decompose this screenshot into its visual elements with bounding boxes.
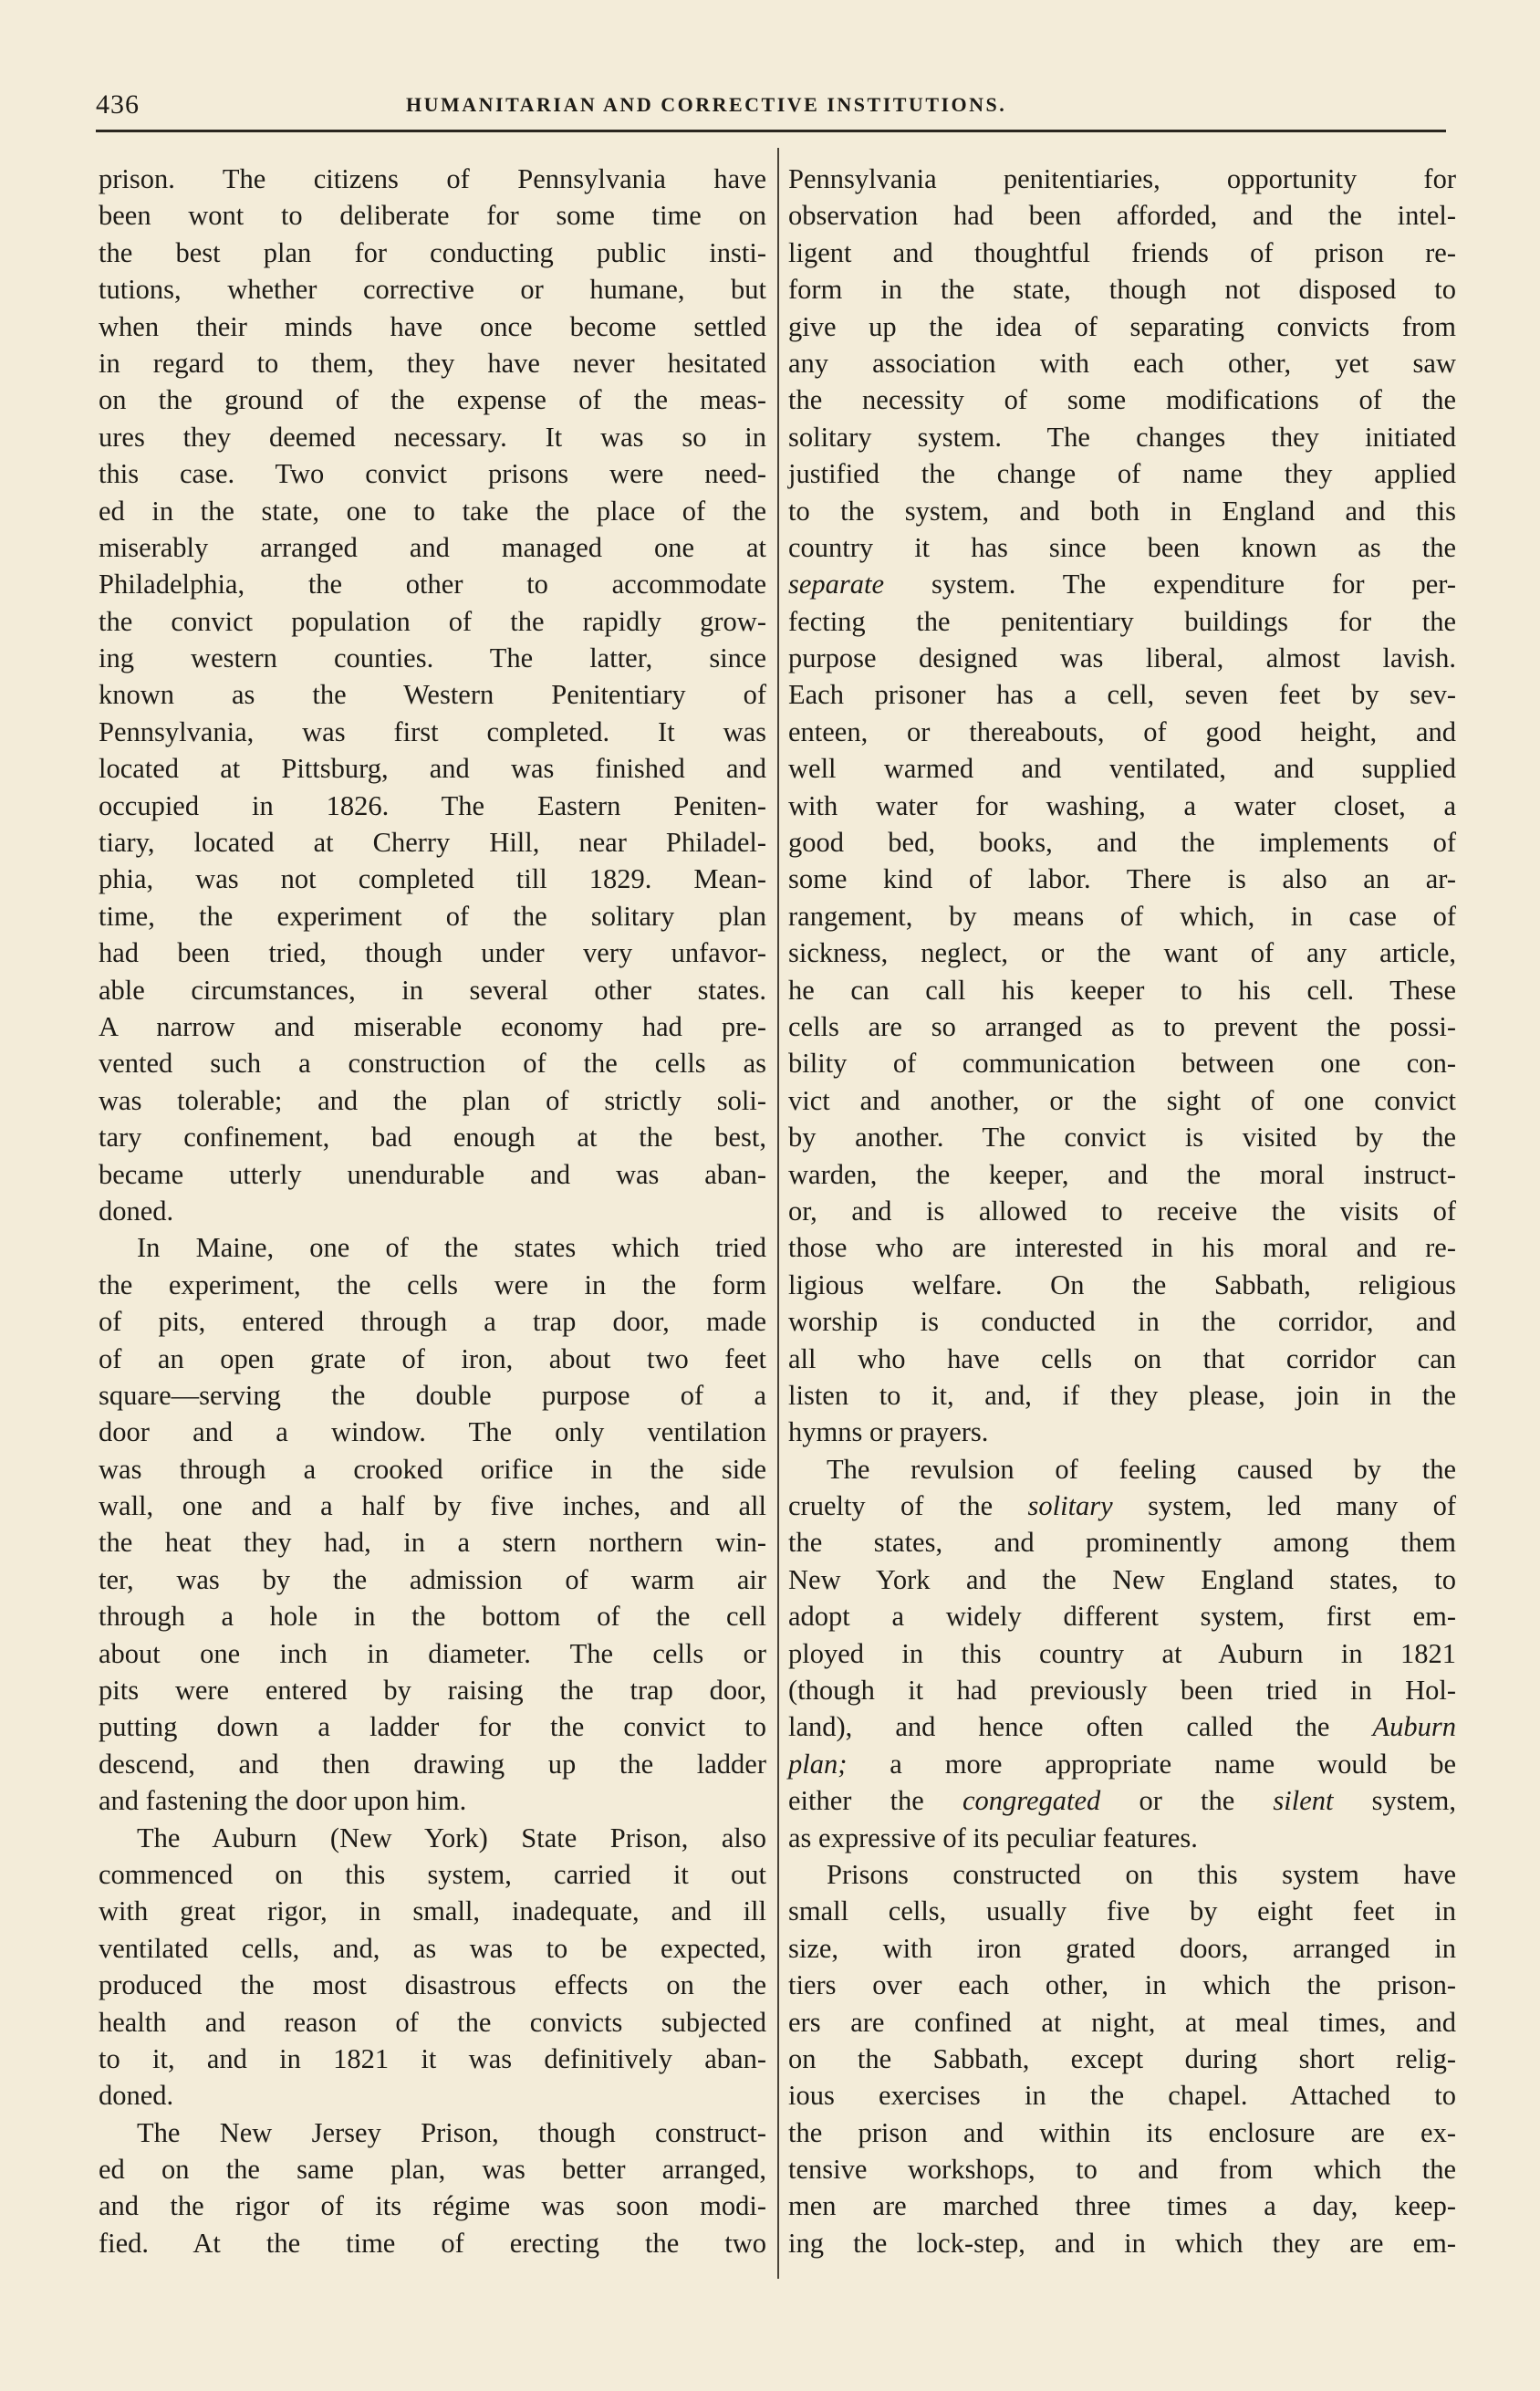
text-line: Each prisoner has a cell, seven feet by sev- [788,679,1456,711]
text-line: men are marched three times a day, keep- [788,2190,1456,2222]
text-segment: a more appropriate name would be [847,1748,1456,1780]
text-segment: system, led many of [1112,1490,1456,1522]
text-line: ligent and thoughtful friends of prison re- [788,236,1456,268]
italic-term: silent [1273,1785,1334,1817]
text-line: Philadelphia, the other to accommodate [99,569,766,600]
text-line [788,1782,1456,1819]
text-line: The New Jersey Prison, though construct- [137,2116,766,2148]
text-line: tutions, whether corrective or humane, but [99,274,766,306]
text-line: any association with each other, yet saw [788,347,1456,379]
text-line: to it, and in 1821 it was definitively aban- [99,2042,766,2074]
text-line: the states, and prominently among them [788,1527,1456,1559]
text-line: he can call his keeper to his cell. These [788,974,1456,1006]
text-line: door and a window. The only ventilation [99,1416,766,1448]
italic-term: congregated [962,1785,1101,1817]
column-divider [777,148,779,2279]
text-line: worship is conducted in the corridor, and [788,1306,1456,1338]
text-line: the prison and within its enclosure are ex- [788,2116,1456,2148]
text-line: descend, and then drawing up the ladder [99,1748,766,1780]
text-line: prison. The citizens of Pennsylvania have [99,163,766,194]
text-line: miserably arranged and managed one at [99,531,766,563]
text-line: Pennsylvania, was first completed. It was [99,715,766,747]
text-line: ious exercises in the chapel. Attached to [788,2080,1456,2112]
italic-term: separate [788,569,885,600]
text-line: ed on the same plan, was better arranged, [99,2154,766,2186]
page-number: 436 [96,89,140,120]
italic-term: solitary [1027,1490,1113,1522]
text-line: New York and the New England states, to [788,1563,1456,1595]
text-line: rangement, by means of which, in case of [788,900,1456,932]
text-line: the heat they had, in a stern northern win- [99,1527,766,1559]
text-line: tary confinement, bad enough at the best, [99,1122,766,1154]
text-line: hymns or prayers. [788,1416,989,1448]
text-line: phia, was not completed till 1829. Mean- [99,863,766,895]
text-line: country it has since been known as the [788,531,1456,563]
text-segment: or the [1100,1785,1274,1817]
text-line: this case. Two convict prisons were need- [99,458,766,490]
text-line: good bed, books, and the implements of [788,827,1456,859]
text-line: pits were entered by raising the trap door, [99,1675,766,1707]
text-line: produced the most disastrous effects on the [99,1969,766,2001]
text-line: ployed in this country at Auburn in 1821 [788,1637,1456,1669]
running-head: HUMANITARIAN AND CORRECTIVE INSTITUTIONS. [406,93,1007,116]
text-line: observation had been afforded, and the intel- [788,200,1456,232]
text-line: on the Sabbath, except during short relig- [788,2042,1456,2074]
text-line: Prisons constructed on this system have [827,1858,1456,1890]
text-line: In Maine, one of the states which tried [137,1232,766,1264]
text-line: solitary system. The changes they initiated [788,421,1456,453]
text-segment: cruelty of the [788,1490,1028,1522]
text-line: or, and is allowed to receive the visits of [788,1195,1456,1227]
text-line: and the rigor of its régime was soon modi- [99,2190,766,2222]
text-line: ligious welfare. On the Sabbath, religious [788,1269,1456,1300]
text-line: square—serving the double purpose of a [99,1379,766,1411]
text-line: about one inch in diameter. The cells or [99,1637,766,1669]
text-line: putting down a ladder for the convict to [99,1711,766,1743]
text-line: enteen, or thereabouts, of good height, and [788,715,1456,747]
text-line [788,566,1456,602]
text-line: bility of communication between one con- [788,1048,1456,1080]
text-line: to the system, and both in England and this [788,495,1456,527]
text-line: vict and another, or the sight of one convict [788,1084,1456,1116]
text-line: ing western counties. The latter, since [99,642,766,674]
text-line: been wont to deliberate for some time on [99,200,766,232]
text-line: of pits, entered through a trap door, made [99,1306,766,1338]
text-line: occupied in 1826. The Eastern Peniten- [99,789,766,821]
text-line: fecting the penitentiary buildings for the [788,605,1456,637]
text-line: on the ground of the expense of the meas- [99,384,766,416]
text-line: well warmed and ventilated, and supplied [788,753,1456,785]
text-line: when their minds have once become settled [99,310,766,342]
italic-term: Auburn [1372,1711,1456,1743]
text-line: was tolerable; and the plan of strictly soli- [99,1084,766,1116]
text-line: ers are confined at night, at meal times, and [788,2006,1456,2038]
text-line: ter, was by the admission of warm air [99,1563,766,1595]
text-line: some kind of labor. There is also an ar- [788,863,1456,895]
text-line: was through a crooked orifice in the side [99,1453,766,1485]
text-line: through a hole in the bottom of the cell [99,1601,766,1633]
text-line: wall, one and a half by five inches, and all [99,1490,766,1522]
text-line: all who have cells on that corridor can [788,1342,1456,1374]
text-line: commenced on this system, carried it out [99,1858,766,1890]
text-line: doned. [99,1195,174,1227]
text-line: ed in the state, one to take the place of the [99,495,766,527]
text-segment: system, [1333,1785,1456,1817]
text-line: vented such a construction of the cells as [99,1048,766,1080]
right-column [788,161,1456,2261]
text-segment: land), and hence often called the [788,1711,1373,1743]
left-column [99,161,766,2261]
text-line: give up the idea of separating convicts from [788,310,1456,342]
text-line: as expressive of its peculiar features. [788,1822,1198,1853]
text-line: fied. At the time of erecting the two [99,2227,766,2259]
text-line: ing the lock-step, and in which they are em- [788,2227,1456,2259]
text-segment: system. The expenditure for per- [884,569,1456,600]
text-line [788,1746,1456,1782]
text-line: (though it had previously been tried in Hol- [788,1675,1456,1707]
text-line: time, the experiment of the solitary plan [99,900,766,932]
text-line: with great rigor, in small, inadequate, and ill [99,1895,766,1927]
text-line: warden, the keeper, and the moral instruct- [788,1158,1456,1190]
text-line: the necessity of some modifications of the [788,384,1456,416]
text-line [788,1708,1456,1745]
text-line: in regard to them, they have never hesitated [99,347,766,379]
text-line: tiary, located at Cherry Hill, near Philadel- [99,827,766,859]
text-line: sickness, neglect, or the want of any article, [788,937,1456,969]
text-line: cells are so arranged as to prevent the possi- [788,1010,1456,1042]
text-line: size, with iron grated doors, arranged in [788,1932,1456,1964]
text-line: the experiment, the cells were in the form [99,1269,766,1300]
text-line: tiers over each other, in which the prison- [788,1969,1456,2001]
text-line: and fastening the door upon him. [99,1785,467,1817]
text-line: located at Pittsburg, and was finished and [99,753,766,785]
text-line: tensive workshops, to and from which the [788,2154,1456,2186]
text-line: with water for washing, a water closet, a [788,789,1456,821]
text-line: doned. [99,2080,174,2112]
page-header [96,89,1446,126]
text-line: the best plan for conducting public insti- [99,236,766,268]
header-rule [96,130,1446,132]
text-line: Pennsylvania penitentiaries, opportunity for [788,163,1456,194]
text-line: able circumstances, in several other states. [99,974,766,1006]
text-line: known as the Western Penitentiary of [99,679,766,711]
text-line: health and reason of the convicts subjected [99,2006,766,2038]
text-line: the convict population of the rapidly grow- [99,605,766,637]
text-line: had been tried, though under very unfavor- [99,937,766,969]
text-segment: either the [788,1785,962,1817]
text-line: of an open grate of iron, about two feet [99,1342,766,1374]
text-line: purpose designed was liberal, almost lavish. [788,642,1456,674]
text-line [788,1488,1456,1524]
text-line: The Auburn (New York) State Prison, also [137,1822,766,1853]
text-line: form in the state, though not disposed to [788,274,1456,306]
text-line: adopt a widely different system, first em- [788,1601,1456,1633]
text-line: small cells, usually five by eight feet in [788,1895,1456,1927]
text-line: listen to it, and, if they please, join in the [788,1379,1456,1411]
text-line: The revulsion of feeling caused by the [827,1453,1456,1485]
text-line: ventilated cells, and, as was to be expected, [99,1932,766,1964]
text-line: ures they deemed necessary. It was so in [99,421,766,453]
italic-term: plan; [788,1748,848,1780]
text-line: those who are interested in his moral and re- [788,1232,1456,1264]
text-line: A narrow and miserable economy had pre- [99,1010,766,1042]
text-line: justified the change of name they applied [788,458,1456,490]
text-line: became utterly unendurable and was aban- [99,1158,766,1190]
text-line: by another. The convict is visited by the [788,1122,1456,1154]
